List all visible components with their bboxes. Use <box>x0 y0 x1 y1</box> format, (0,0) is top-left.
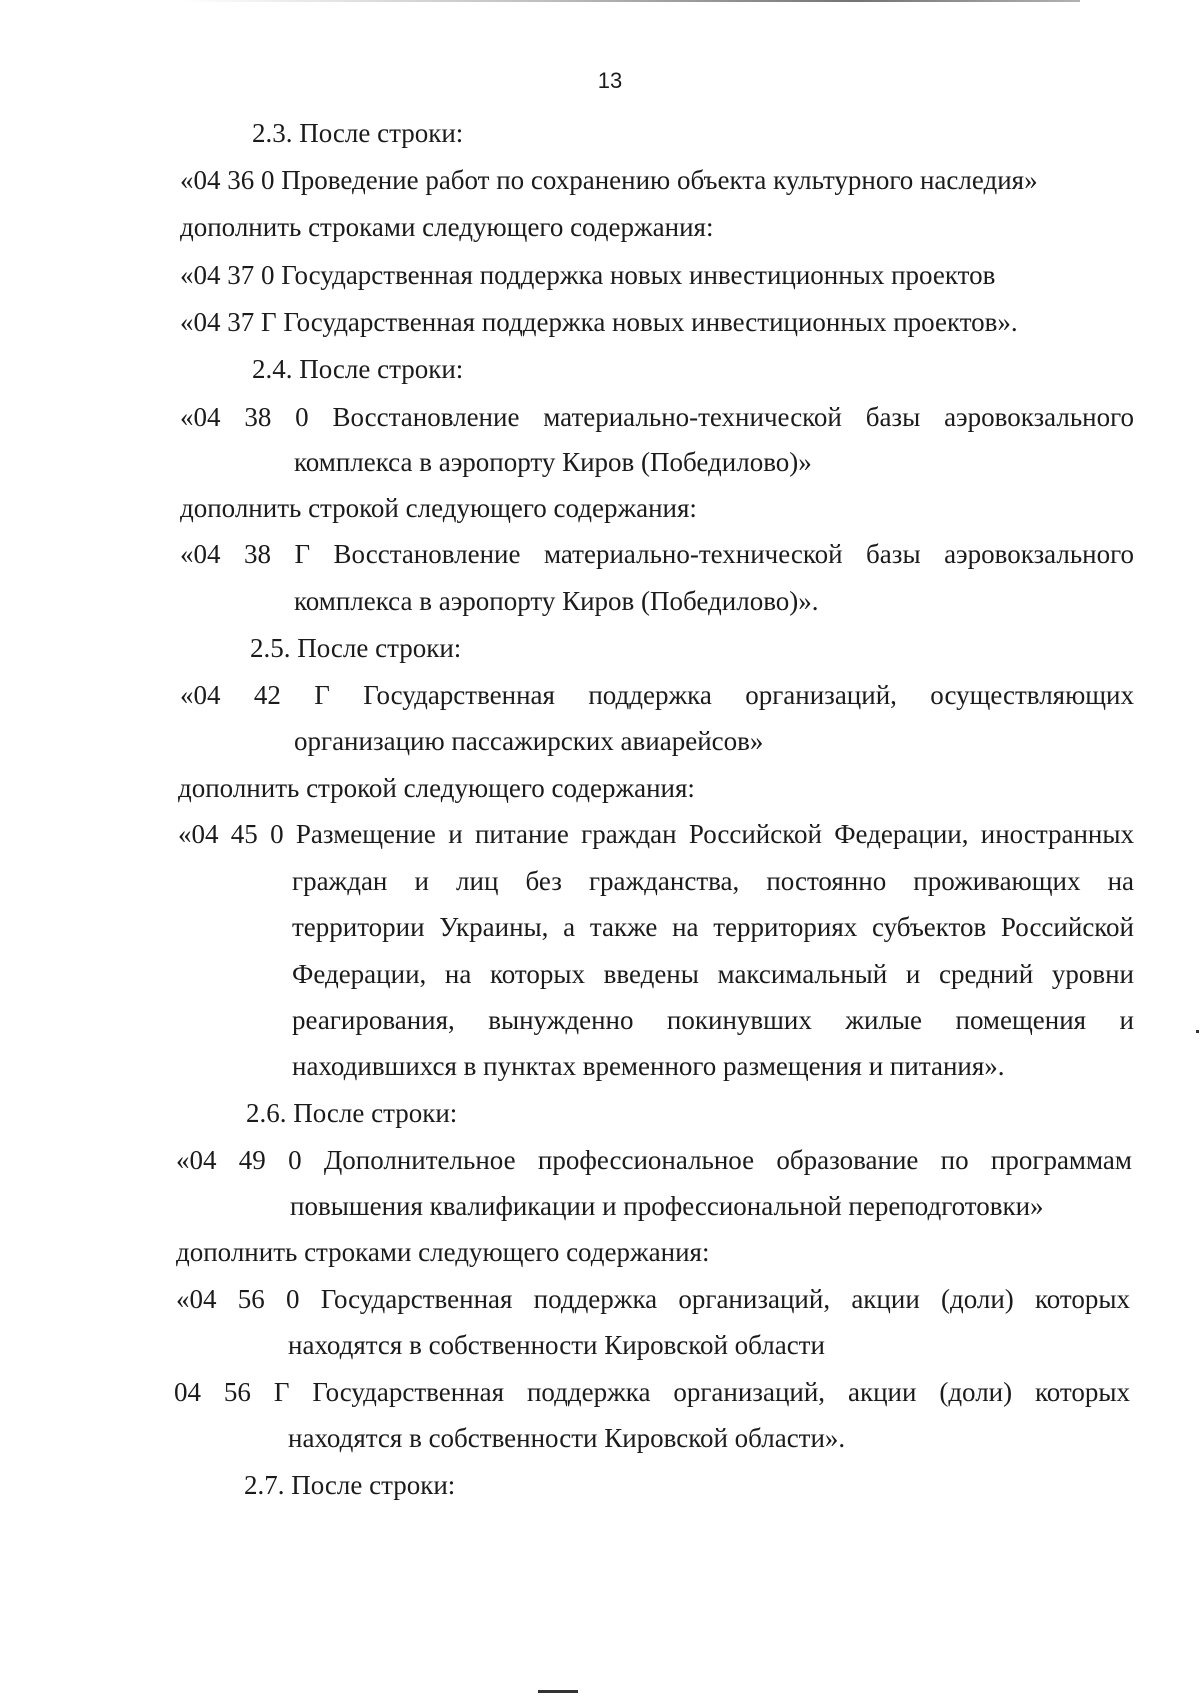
text-line: организацию пассажирских авиарейсов» <box>294 726 764 756</box>
text-line: дополнить строкой следующего содержания: <box>178 773 695 803</box>
text-line: реагирования, вынужденно покинувших жилые помещения и <box>292 1005 1134 1035</box>
scan-speck <box>1196 1030 1199 1033</box>
section-heading-2-7: 2.7. После строки: <box>244 1470 456 1500</box>
text-line: «04 37 0 Государственная поддержка новых инвестиционных проектов <box>180 260 996 290</box>
text-line: находятся в собственности Кировской области <box>288 1330 825 1360</box>
text-line: граждан и лиц без гражданства, постоянно проживающих на <box>292 866 1134 896</box>
text-line: комплекса в аэропорту Киров (Победилово)» <box>294 447 812 477</box>
page-number: 13 <box>597 68 623 93</box>
text-line: «04 45 0 Размещение и питание граждан Российской Федерации, иностранных <box>178 819 1134 849</box>
text-line: территории Украины, а также на территориях субъектов Российской <box>292 912 1134 942</box>
section-heading-2-5: 2.5. После строки: <box>250 633 462 663</box>
scan-edge-line <box>180 0 1080 2</box>
text-line: Федерации, на которых введены максимальный и средний уровни <box>292 959 1134 989</box>
text-line: «04 36 0 Проведение работ по сохранению объекта культурного наследия» <box>180 165 1038 195</box>
text-line: «04 38 0 Восстановление материально-технической базы аэровокзального <box>180 402 1134 432</box>
section-heading-2-6: 2.6. После строки: <box>246 1098 458 1128</box>
section-heading-2-4: 2.4. После строки: <box>252 354 464 384</box>
text-line: «04 37 Г Государственная поддержка новых инвестиционных проектов». <box>180 307 1018 337</box>
text-line: комплекса в аэропорту Киров (Победилово)». <box>294 586 819 616</box>
section-heading-2-3: 2.3. После строки: <box>252 118 464 148</box>
text-line: дополнить строками следующего содержания: <box>176 1237 710 1267</box>
text-line: «04 42 Г Государственная поддержка организаций, осуществляющих <box>180 680 1134 710</box>
text-line: находятся в собственности Кировской области». <box>288 1423 846 1453</box>
text-line: «04 56 0 Государственная поддержка организаций, акции (доли) которых <box>176 1284 1130 1314</box>
text-line: дополнить строками следующего содержания: <box>180 212 714 242</box>
text-line: находившихся в пунктах временного размещения и питания». <box>292 1051 1005 1081</box>
text-line: «04 38 Г Восстановление материально-технической базы аэровокзального <box>180 539 1134 569</box>
text-line: дополнить строкой следующего содержания: <box>180 493 697 523</box>
text-line: повышения квалификации и профессиональной переподготовки» <box>290 1191 1044 1221</box>
text-line: «04 49 0 Дополнительное профессиональное образование по программам <box>176 1145 1132 1175</box>
text-line: 04 56 Г Государственная поддержка организаций, акции (доли) которых <box>174 1377 1130 1407</box>
scan-edge-mark <box>538 1690 578 1693</box>
